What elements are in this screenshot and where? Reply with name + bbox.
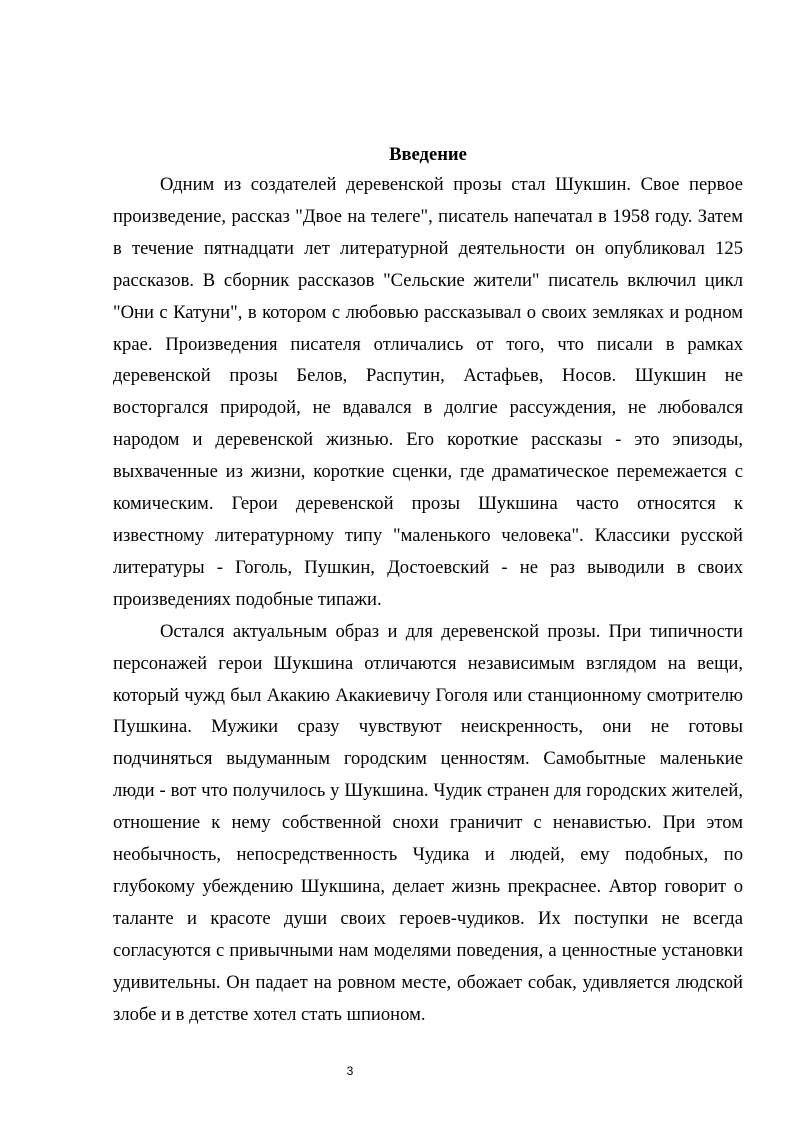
page-number: 3 [346, 1064, 354, 1078]
page-content [113, 141, 743, 1030]
section-title: Введение [389, 144, 467, 165]
paragraph-1: Одним из создателей деревенской прозы стал Шукшин. Свое первое произведение, рассказ "Двое на телеге", писатель напечатал в 1958 году. Затем в течение пятнадцати лет литературной деятельности он опубликовал 125 рассказов. В сборник рассказов "Сельские жители" писатель включил цикл "Они с Катуни", в котором с любовью рассказывал о своих земляках и родном крае. Произведения писателя отличались от того, что писали в рамках деревенской прозы Белов, Распутин, Астафьев, Носов. Шукшин не восторгался природой, не вдавался в долгие рассуждения, не любовался народом и деревенской жизнью. Его короткие рассказы - это эпизоды, выхваченные из жизни, короткие сценки, где драматическое перемежается с комическим. Герои деревенской прозы Шукшина часто относятся к известному литературному типу "маленького человека". Классики русской литературы - Гоголь, Пушкин, Достоевский - не раз выводили в своих произведениях подобные типажи. [113, 174, 743, 610]
paragraph-2: Остался актуальным образ и для деревенской прозы. При типичности персонажей герои Шукшина отличаются независимым взглядом на вещи, который чужд был Акакию Акакиевичу Гоголя или станционному смотрителю Пушкина. Мужики сразу чувствуют неискренность, они не готовы подчиняться выдуманным городским ценностям. Самобытные маленькие люди - вот что получилось у Шукшина. Чудик странен для городских жителей, отношение к нему собственной снохи граничит с ненавистью. При этом необычность, непосредственность Чудика и людей, ему подобных, по глубокому убеждению Шукшина, делает жизнь прекраснее. Автор говорит о таланте и красоте души своих героев-чудиков. Их поступки не всегда согласуются с привычными нам моделями поведения, а ценностные установки удивительны. Он падает на ровном месте, обожает собак, удивляется людской злобе и в детстве хотел стать шпионом. [113, 620, 743, 1025]
